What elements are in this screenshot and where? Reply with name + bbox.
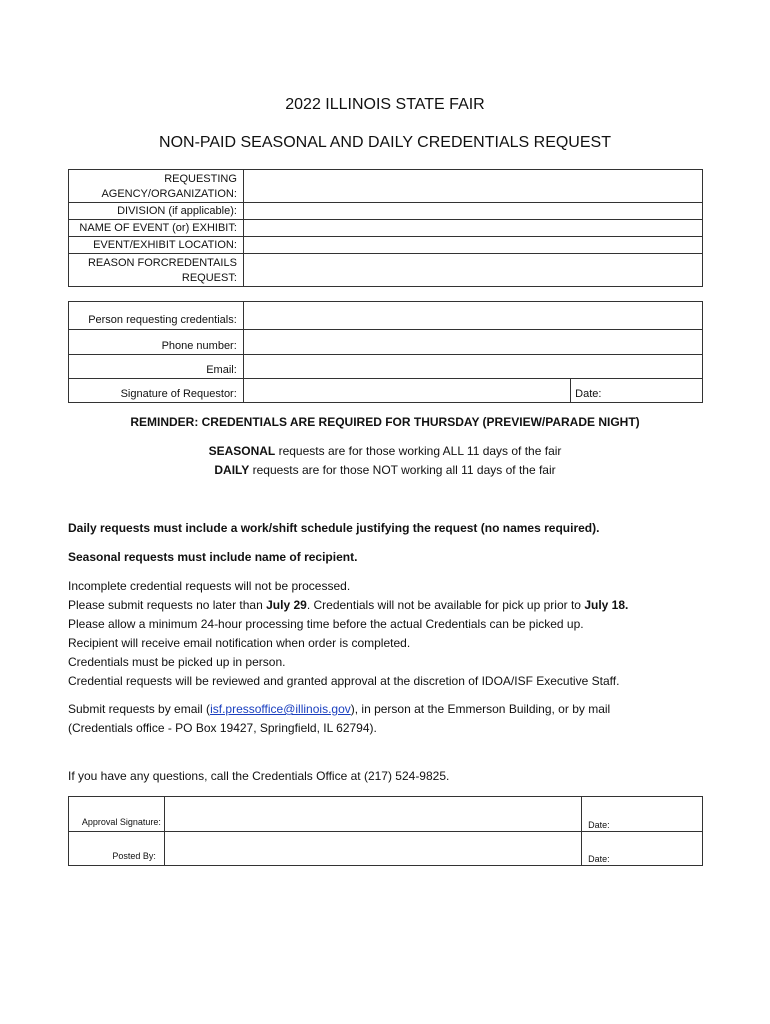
seasonal-note: Seasonal requests must include name of recipient.	[68, 550, 358, 564]
posted-by-label: Posted By:	[69, 832, 165, 866]
email-field[interactable]	[243, 355, 702, 379]
daily-bold: DAILY	[214, 463, 250, 477]
rule-pickup: Credentials must be picked up in person.	[68, 655, 286, 669]
submit-pre: Submit requests by email (	[68, 702, 211, 716]
submit-post: ), in person at the Emmerson Building, or by mail	[350, 702, 611, 716]
event-location-field[interactable]	[243, 237, 702, 254]
posted-date-field[interactable]	[582, 832, 703, 866]
requesting-agency-field[interactable]	[243, 170, 702, 203]
submit-line1	[68, 700, 748, 719]
posted-by-field[interactable]	[164, 832, 581, 866]
questions-line: If you have any questions, call the Credentials Office at (217) 524-9825.	[68, 769, 450, 783]
approval-date-field[interactable]	[582, 797, 703, 832]
reason-field[interactable]	[243, 254, 702, 287]
requesting-agency-label-line2: AGENCY/ORGANIZATION:	[101, 188, 237, 200]
rules-list	[68, 577, 748, 691]
event-name-label: NAME OF EVENT (or) EXHIBIT:	[69, 220, 244, 237]
form-subtitle: NON-PAID SEASONAL AND DAILY CREDENTIALS REQUEST	[159, 134, 611, 151]
rule-processing: Please allow a minimum 24-hour processing time before the actual Credentials can be picked up.	[68, 617, 584, 631]
date-field[interactable]	[571, 379, 703, 403]
division-label: DIVISION (if applicable):	[69, 203, 244, 220]
rule-incomplete: Incomplete credential requests will not be processed.	[68, 579, 351, 593]
phone-label: Phone number:	[69, 330, 244, 355]
signature-field[interactable]	[243, 379, 570, 403]
form-title: 2022 ILLINOIS STATE FAIR	[285, 96, 485, 113]
daily-note: Daily requests must include a work/shift schedule justifying the request (no names required).	[68, 521, 600, 535]
rule-deadline	[68, 596, 748, 615]
reason-label	[69, 254, 244, 287]
approval-signature-field[interactable]	[164, 797, 581, 832]
date-label: Date:	[575, 388, 602, 400]
rule-pickup-date: July 18.	[584, 598, 629, 612]
rule-notification: Recipient will receive email notification when order is completed.	[68, 636, 411, 650]
seasonal-line	[0, 442, 770, 461]
approval-date-label: Date:	[588, 820, 610, 830]
daily-rest: requests are for those NOT working all 11 days of the fair	[249, 463, 556, 477]
person-label: Person requesting credentials:	[69, 302, 244, 330]
event-location-label: EVENT/EXHIBIT LOCATION:	[69, 237, 244, 254]
posted-date-label: Date:	[588, 854, 610, 864]
daily-line	[0, 461, 770, 480]
requestor-table	[68, 301, 703, 403]
requesting-agency-label	[69, 170, 244, 203]
reason-label-line2: REQUEST:	[181, 272, 237, 284]
phone-field[interactable]	[243, 330, 702, 355]
approval-table	[68, 796, 703, 866]
submit-info	[68, 700, 748, 738]
request-info-table	[68, 169, 703, 287]
rule-deadline-pre: Please submit requests no later than	[68, 598, 267, 612]
reason-label-line1: REASON FORCREDENTAILS	[87, 257, 237, 269]
approval-signature-label: Approval Signature:	[69, 797, 165, 832]
seasonal-rest: requests are for those working ALL 11 days of the fair	[275, 444, 562, 458]
seasonal-bold: SEASONAL	[208, 444, 276, 458]
email-link[interactable]: isf.pressoffice@illinois.gov	[210, 702, 351, 716]
requesting-agency-label-line1: REQUESTING	[164, 173, 237, 185]
signature-label: Signature of Requestor:	[69, 379, 244, 403]
event-name-field[interactable]	[243, 220, 702, 237]
person-field[interactable]	[243, 302, 702, 330]
rule-deadline-date: July 29	[266, 598, 307, 612]
reminder: REMINDER: CREDENTIALS ARE REQUIRED FOR THURSDAY (PREVIEW/PARADE NIGHT)	[130, 415, 640, 429]
rule-deadline-mid: . Credentials will not be available for pick up prior to	[306, 598, 585, 612]
submit-line2: (Credentials office - PO Box 19427, Springfield, IL 62794).	[68, 721, 377, 735]
email-label: Email:	[69, 355, 244, 379]
rule-approval: Credential requests will be reviewed and granted approval at the discretion of IDOA/ISF Executive Staff.	[68, 674, 620, 688]
division-field[interactable]	[243, 203, 702, 220]
